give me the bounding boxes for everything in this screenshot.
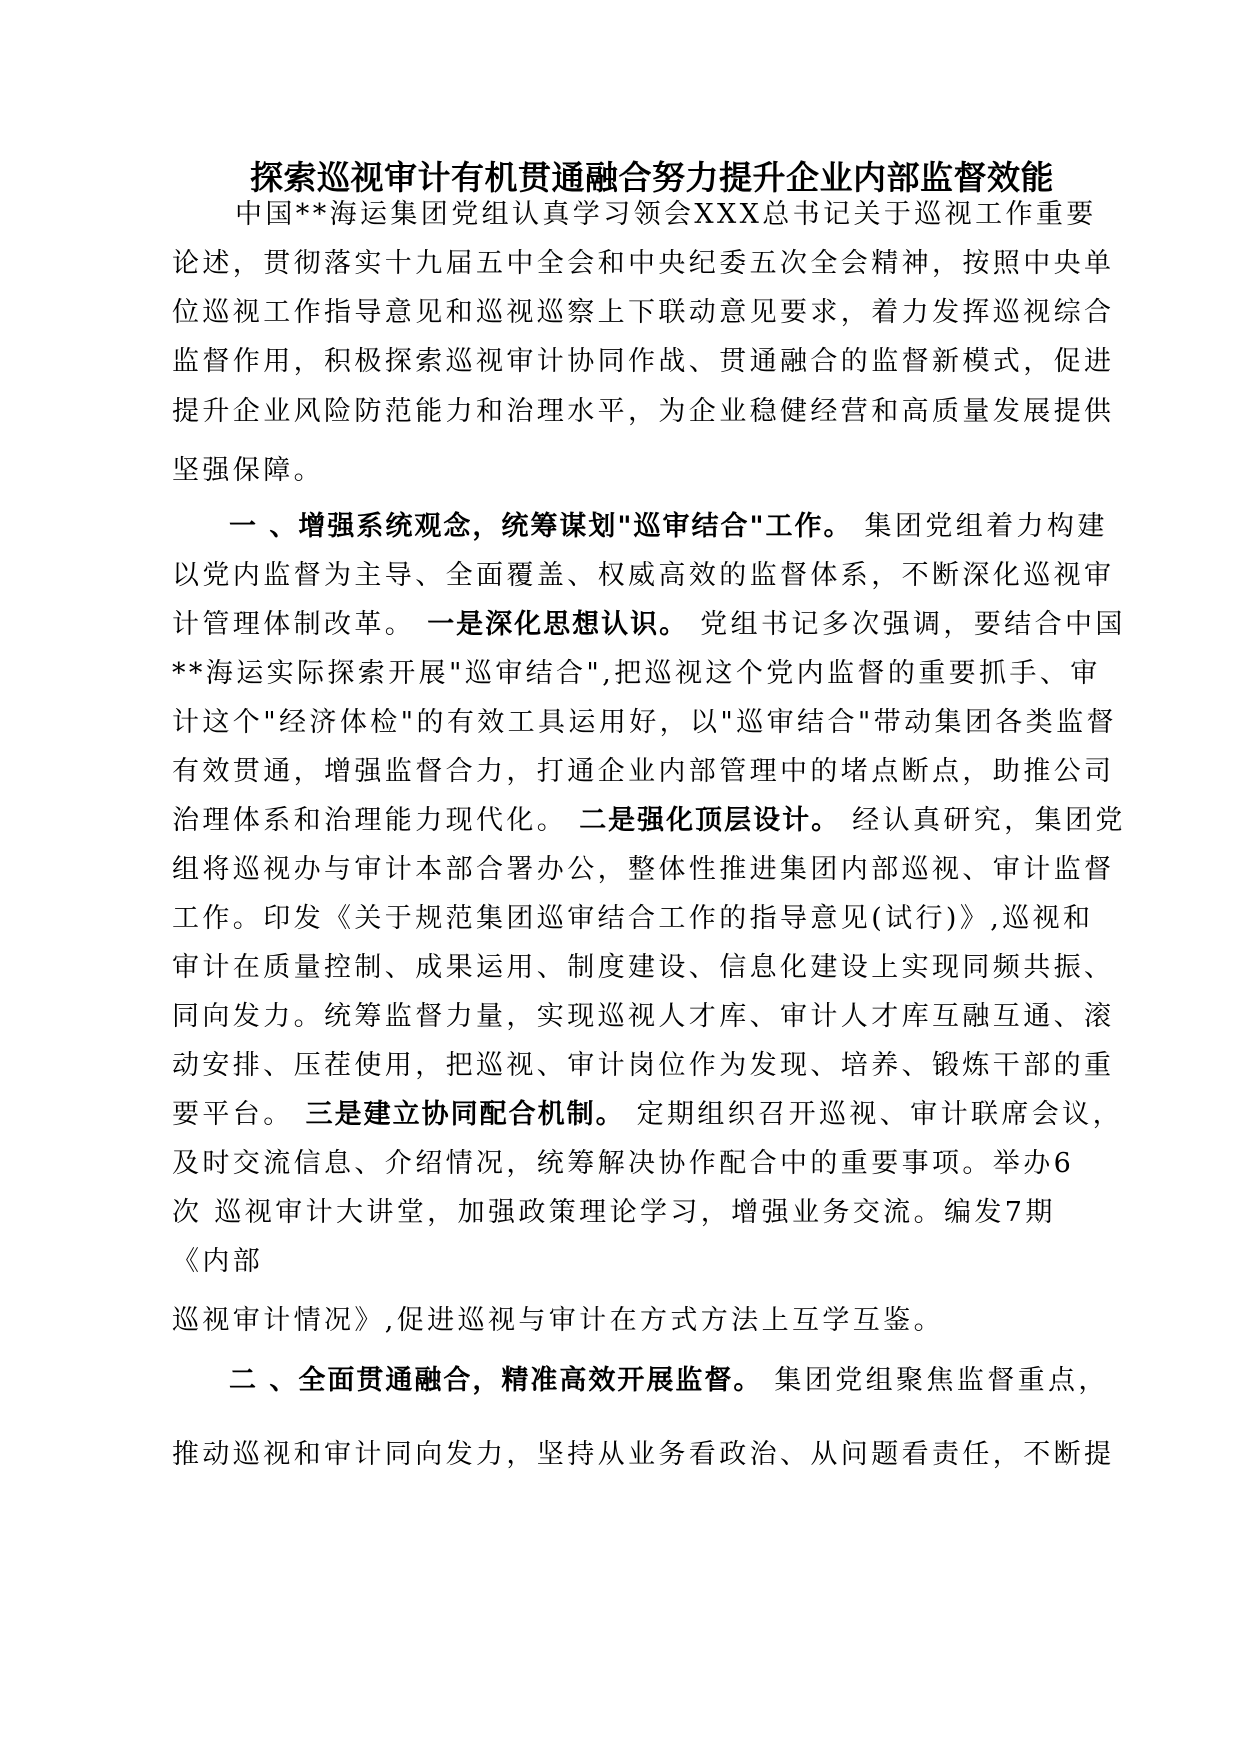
- section-1-line: 动安排、压茬使用，把巡视、审计岗位作为发现、培养、锻炼干部的重: [172, 1050, 1115, 1081]
- section-1-line: 组将巡视办与审计本部合署办公，整体性推进集团内部巡视、审计监督: [172, 854, 1115, 885]
- section-1-line: [172, 1092, 1123, 1131]
- section-1-line: **海运实际探索开展"巡审结合",把巡视这个党内监督的重要抓手、审: [172, 658, 1101, 689]
- section-1-line: [172, 602, 1126, 641]
- section-1-line: 巡视审计情况》,促进巡视与审计在方式方法上互学互鉴。: [172, 1305, 944, 1336]
- section-1-line: [229, 504, 1108, 543]
- intro-line: 提升企业风险防范能力和治理水平，为企业稳健经营和高质量发展提供: [172, 396, 1115, 427]
- document-title: 探索巡视审计有机贯通融合努力提升企业内部监督效能: [250, 158, 1054, 197]
- section-1-text: 计管理体制改革。: [172, 609, 428, 640]
- point-heading: 三是建立协同配合机制。: [305, 1099, 625, 1130]
- intro-line: 位巡视工作指导意见和巡视巡察上下联动意见要求，着力发挥巡视综合: [172, 297, 1115, 328]
- section-1-line: 工作。印发《关于规范集团巡审结合工作的指导意见(试行)》,巡视和: [172, 903, 1094, 934]
- section-2-line: [229, 1358, 1109, 1397]
- section-1-heading: 一 、增强系统观念，统筹谋划"巡审结合"工作。: [229, 511, 853, 542]
- point-heading: 一是深化思想认识。: [427, 609, 689, 640]
- section-1-line: 计这个"经济体检"的有效工具运用好，以"巡审结合"带动集团各类监督: [172, 707, 1117, 738]
- section-1-text: 集团党组着力构建: [852, 511, 1108, 542]
- section-1-line: [172, 798, 1126, 837]
- section-1-line: 审计在质量控制、成果运用、制度建设、信息化建设上实现同频共振、: [172, 952, 1115, 983]
- section-2-line: 推动巡视和审计同向发力，坚持从业务看政治、从问题看责任，不断提: [172, 1439, 1115, 1470]
- intro-line: 论述，贯彻落实十九届五中全会和中央纪委五次全会精神，按照中央单: [172, 248, 1115, 279]
- section-2-heading: 二 、全面贯通融合，精准高效开展监督。: [229, 1365, 763, 1396]
- intro-line: 坚强保障。: [172, 455, 324, 486]
- intro-line: 监督作用，积极探索巡视审计协同作战、贯通融合的监督新模式，促进: [172, 346, 1115, 377]
- section-1-text: 治理体系和治理能力现代化。: [172, 805, 580, 836]
- section-1-line: 及时交流信息、介绍情况，统筹解决协作配合中的重要事项。举办6: [172, 1148, 1075, 1179]
- section-2-text: 集团党组聚焦监督重点，: [762, 1365, 1109, 1396]
- section-1-line: 次 巡视审计大讲堂，加强政策理论学习，增强业务交流。编发7期: [172, 1197, 1056, 1228]
- section-1-line: 《内部: [172, 1246, 264, 1277]
- section-1-text: 党组书记多次强调，要结合中国: [688, 609, 1126, 640]
- section-1-text: 经认真研究，集团党: [840, 805, 1126, 836]
- point-heading: 二是强化顶层设计。: [579, 805, 841, 836]
- section-1-text: 要平台。: [172, 1099, 306, 1130]
- section-1-line: 有效贯通，增强监督合力，打通企业内部管理中的堵点断点，助推公司: [172, 756, 1115, 787]
- section-1-line: 同向发力。统筹监督力量，实现巡视人才库、审计人才库互融互通、滚: [172, 1001, 1115, 1032]
- section-1-text: 定期组织召开巡视、审计联席会议，: [624, 1099, 1123, 1130]
- intro-line: 中国**海运集团党组认真学习领会XXX总书记关于巡视工作重要: [235, 199, 1097, 230]
- section-1-line: 以党内监督为主导、全面覆盖、权威高效的监督体系，不断深化巡视审: [172, 560, 1115, 591]
